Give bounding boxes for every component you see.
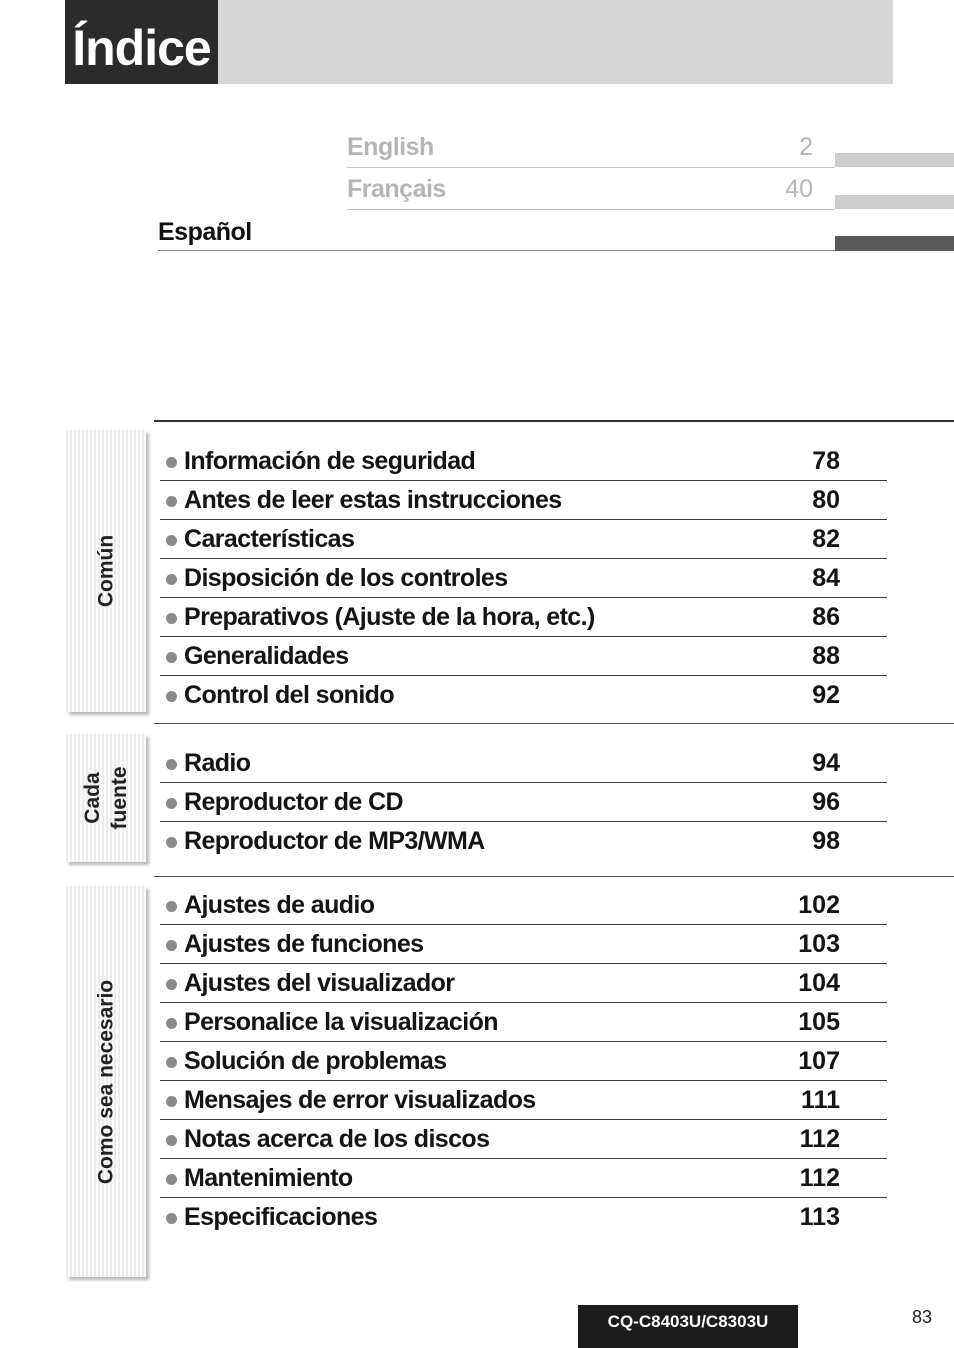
toc-item-page: 78 (812, 447, 840, 475)
toc-item-page: 112 (799, 1164, 840, 1192)
toc-item-title: Especificaciones (184, 1203, 378, 1231)
title-banner (65, 0, 893, 84)
toc-item-title: Solución de problemas (184, 1047, 447, 1075)
section-label (79, 767, 133, 830)
toc-item-title: Antes de leer estas instrucciones (184, 486, 562, 514)
bullet-icon (166, 979, 177, 990)
toc-item-page: 102 (798, 891, 840, 919)
toc-item-page: 82 (812, 525, 840, 553)
language-tab-francais (835, 195, 954, 209)
language-page: 40 (785, 175, 813, 203)
section-tab-como-sea-necesario (66, 886, 146, 1277)
section-tab-cada-fuente (66, 734, 146, 862)
section-divider (154, 876, 954, 877)
toc-item-title: Reproductor de CD (184, 788, 403, 816)
bullet-icon (166, 457, 177, 468)
toc-item[interactable] (160, 442, 887, 481)
toc-item-title: Ajustes de audio (184, 891, 375, 919)
toc-item-page: 103 (798, 930, 840, 958)
bullet-icon (166, 798, 177, 809)
toc-item[interactable] (160, 1198, 887, 1236)
toc-item[interactable] (160, 637, 887, 676)
toc-item-title: Reproductor de MP3/WMA (184, 827, 485, 855)
bullet-icon (166, 1213, 177, 1224)
toc-item-page: 112 (799, 1125, 840, 1153)
toc-item[interactable] (160, 598, 887, 637)
toc-item-page: 96 (812, 788, 840, 816)
toc-item[interactable] (160, 1120, 887, 1159)
toc-item-page: 98 (812, 827, 840, 855)
toc-item-title: Preparativos (Ajuste de la hora, etc.) (184, 603, 595, 631)
toc-item-page: 94 (812, 749, 840, 777)
toc-item-page: 111 (801, 1086, 840, 1114)
bullet-icon (166, 1135, 177, 1146)
bullet-icon (166, 535, 177, 546)
page-title: Índice (65, 0, 218, 84)
toc-item-page: 92 (812, 681, 840, 709)
toc-item-page: 88 (812, 642, 840, 670)
toc-item[interactable] (160, 481, 887, 520)
toc-item-title: Ajustes del visualizador (184, 969, 455, 997)
bullet-icon (166, 691, 177, 702)
toc-item-page: 80 (812, 486, 840, 514)
toc-item-title: Control del sonido (184, 681, 395, 709)
language-link-francais[interactable] (347, 173, 835, 210)
language-tab-english (835, 153, 954, 167)
bullet-icon (166, 940, 177, 951)
section-label (93, 535, 120, 607)
toc-item[interactable] (160, 964, 887, 1003)
toc-item-page: 86 (812, 603, 840, 631)
current-language-label: Español (158, 218, 252, 246)
toc-item[interactable] (160, 559, 887, 598)
toc-item-page: 104 (798, 969, 840, 997)
section-label-line: fuente (108, 766, 131, 830)
language-name: Français (347, 175, 446, 203)
toc-item-title: Personalice la visualización (184, 1008, 498, 1036)
toc-item-page: 113 (799, 1203, 840, 1231)
bullet-icon (166, 1096, 177, 1107)
language-name: English (347, 133, 434, 161)
bullet-icon (166, 496, 177, 507)
language-link-english[interactable] (347, 131, 835, 168)
bullet-icon (166, 1018, 177, 1029)
page-number: 83 (912, 1307, 933, 1327)
toc-item-title: Generalidades (184, 642, 349, 670)
bullet-icon (166, 901, 177, 912)
toc-item[interactable] (160, 783, 887, 822)
toc-item[interactable] (160, 1159, 887, 1198)
toc-item-title: Mensajes de error visualizados (184, 1086, 536, 1114)
toc-section-como-sea-necesario (160, 886, 887, 1236)
section-label-line: Como sea necesario (94, 979, 118, 1184)
model-number-badge: CQ-C8403U/C8303U (578, 1305, 798, 1348)
bullet-icon (166, 759, 177, 770)
toc-item[interactable] (160, 676, 887, 714)
section-label (93, 979, 120, 1183)
toc-item[interactable] (160, 886, 887, 925)
toc-item-title: Características (184, 525, 355, 553)
toc-item-title: Disposición de los controles (184, 564, 508, 592)
bullet-icon (166, 1174, 177, 1185)
toc-item[interactable] (160, 1042, 887, 1081)
section-divider (154, 420, 954, 422)
toc-item[interactable] (160, 822, 887, 860)
toc-item[interactable] (160, 925, 887, 964)
section-label-line: Cada (81, 772, 104, 824)
current-language-tab (835, 236, 954, 251)
toc-item-title: Radio (184, 749, 251, 777)
section-tab-comun (66, 430, 146, 712)
language-page: 2 (799, 133, 813, 161)
toc-item[interactable] (160, 1003, 887, 1042)
toc-section-cada-fuente (160, 744, 887, 860)
toc-item-page: 107 (798, 1047, 840, 1075)
toc-item-title: Información de seguridad (184, 447, 476, 475)
bullet-icon (166, 837, 177, 848)
toc-item[interactable] (160, 744, 887, 783)
toc-section-comun (160, 442, 887, 714)
section-label-line: Común (94, 534, 118, 608)
toc-item-page: 84 (812, 564, 840, 592)
toc-item[interactable] (160, 1081, 887, 1120)
current-language-row (158, 214, 835, 251)
bullet-icon (166, 574, 177, 585)
bullet-icon (166, 613, 177, 624)
toc-item-page: 105 (798, 1008, 840, 1036)
bullet-icon (166, 1057, 177, 1068)
toc-item-title: Notas acerca de los discos (184, 1125, 490, 1153)
bullet-icon (166, 652, 177, 663)
section-divider (154, 723, 954, 724)
toc-item-title: Mantenimiento (184, 1164, 353, 1192)
toc-item-title: Ajustes de funciones (184, 930, 424, 958)
toc-item[interactable] (160, 520, 887, 559)
